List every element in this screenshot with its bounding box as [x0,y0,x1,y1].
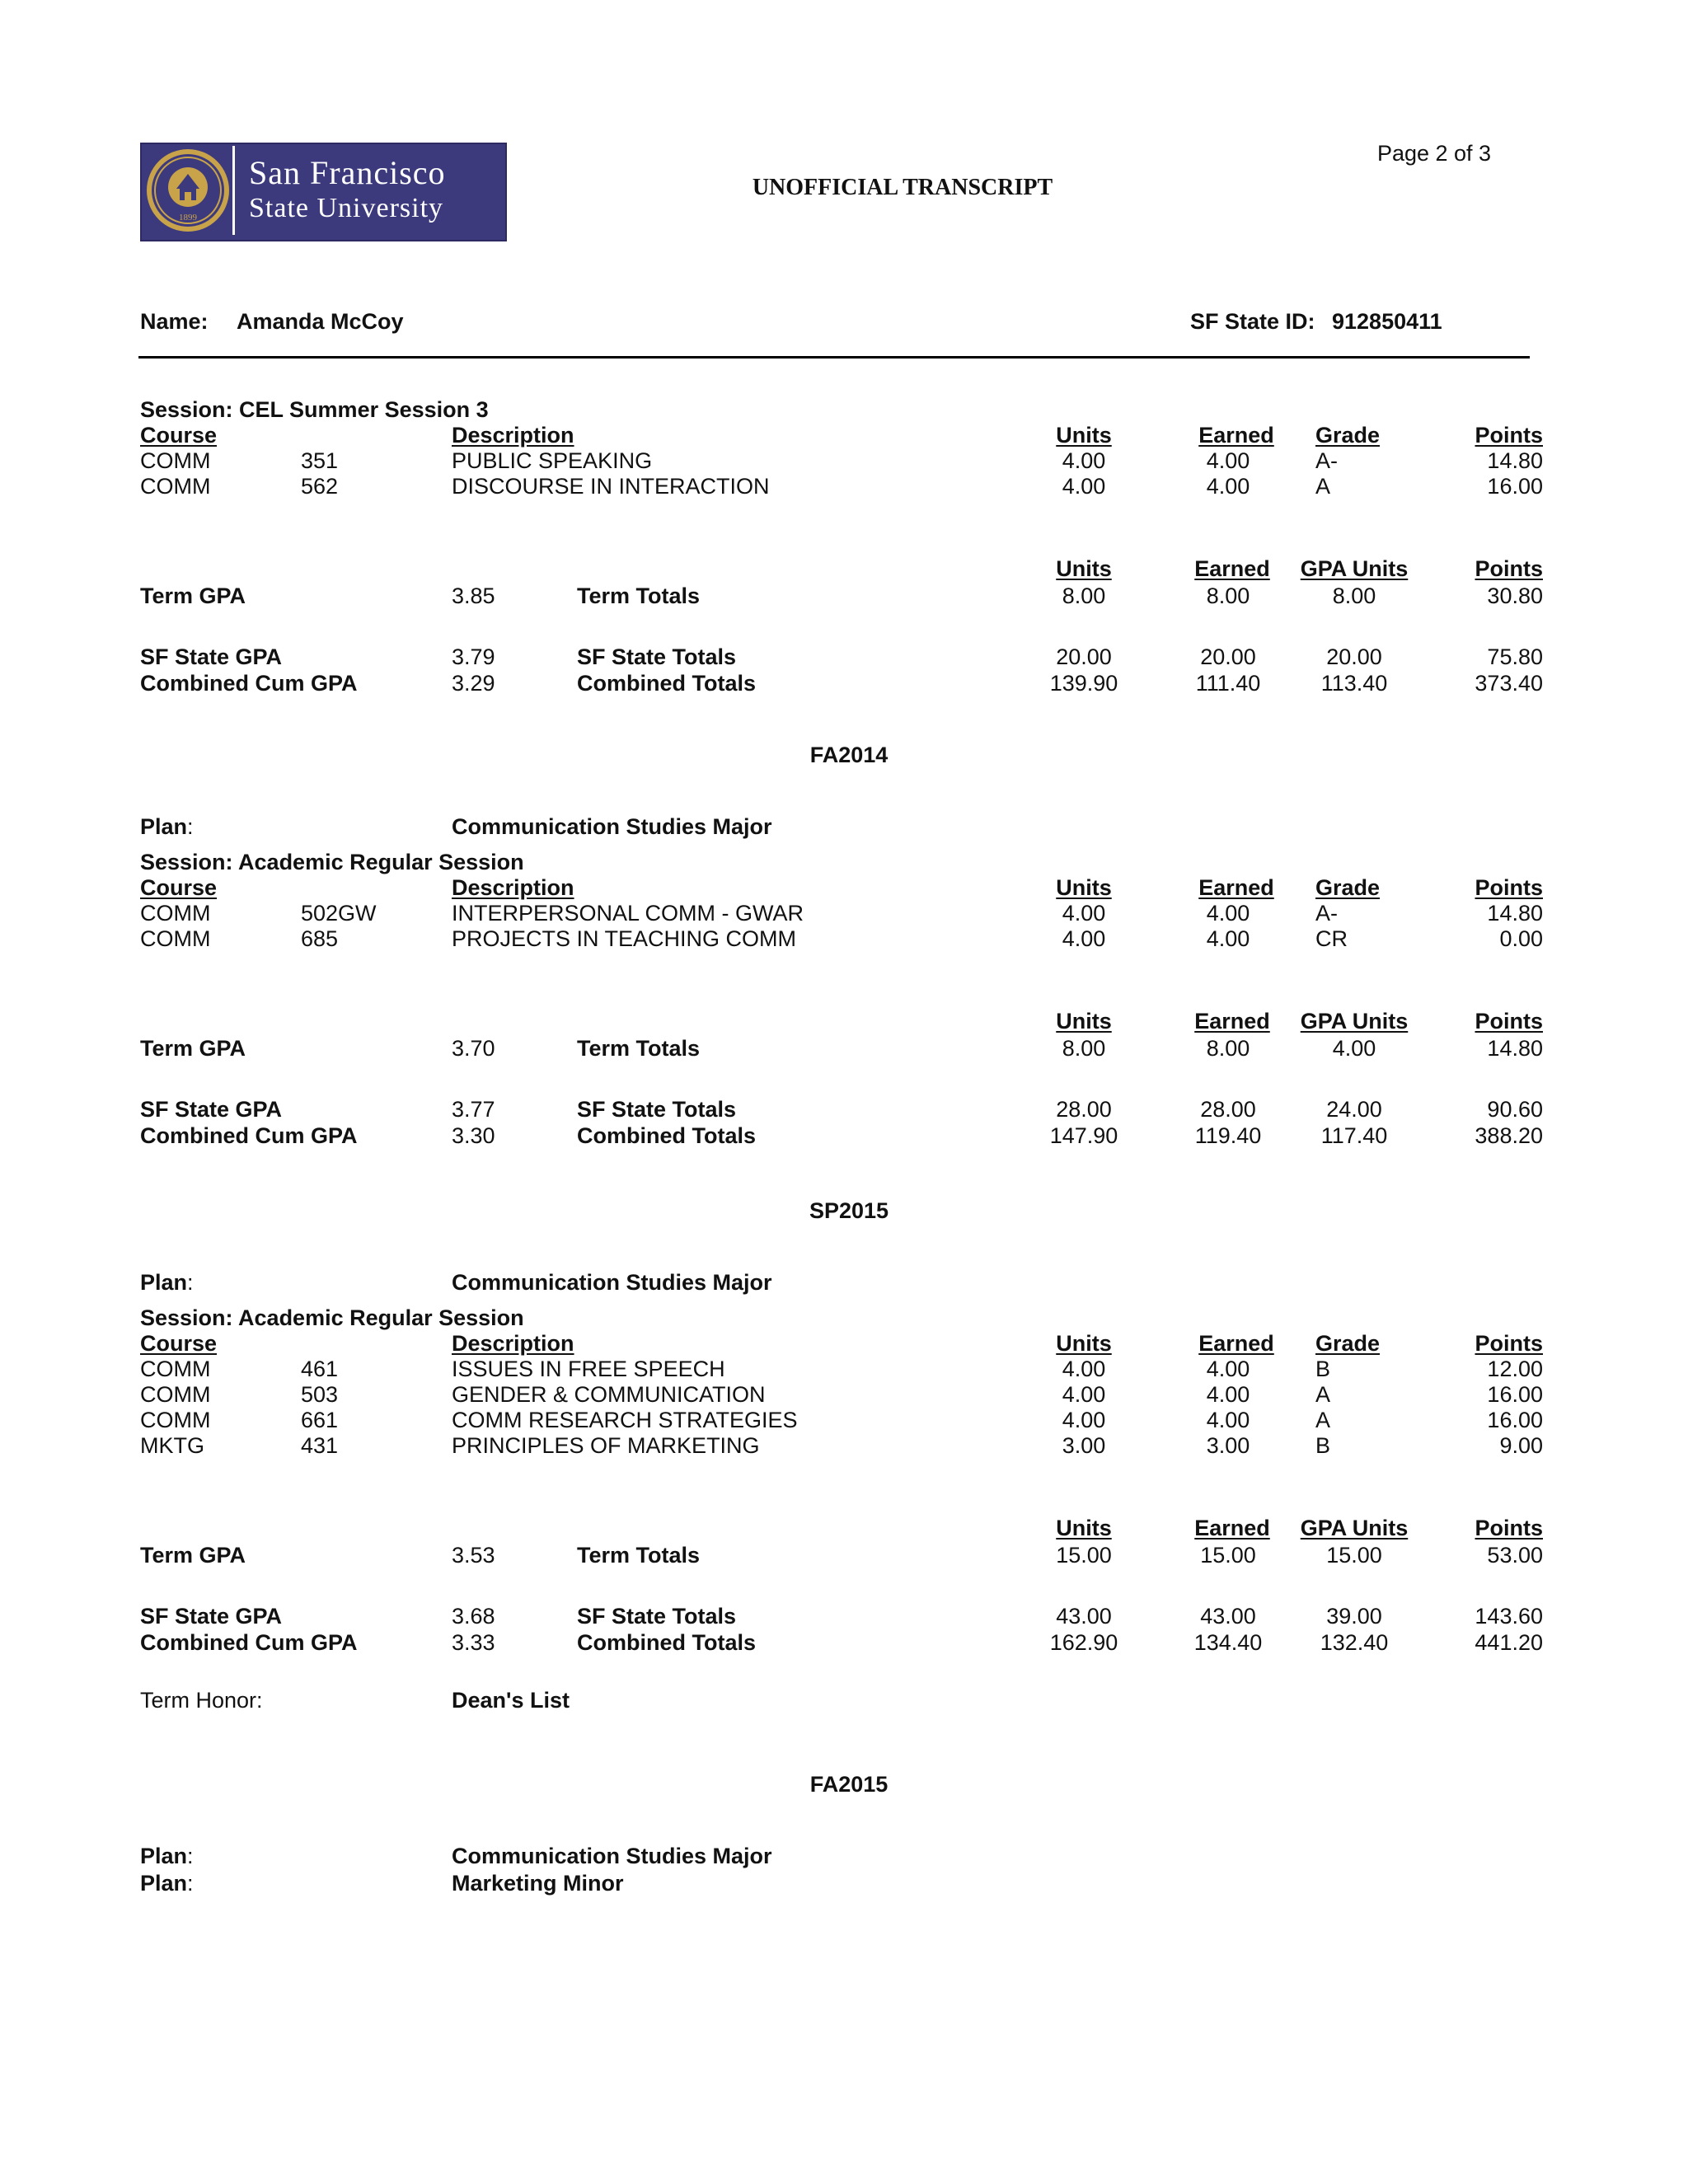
grade-header: Grade [1315,423,1381,448]
term-earned: 15.00 [1200,1543,1256,1568]
course-description: INTERPERSONAL COMM - GWAR [452,901,804,926]
term-points: 30.80 [1487,583,1543,608]
course-description: PRINCIPLES OF MARKETING [452,1433,760,1458]
combined-points: 441.20 [1475,1630,1543,1655]
course-earned: 4.00 [1206,1382,1250,1407]
course-description: GENDER & COMMUNICATION [452,1382,766,1407]
course-points: 14.80 [1487,448,1543,473]
term-gpa-units: 15.00 [1326,1543,1382,1568]
course-grade: B [1315,1357,1331,1381]
plan-label-colon: : [187,814,194,839]
course-description: PROJECTS IN TEACHING COMM [452,926,797,951]
course-units: 4.00 [1062,1357,1106,1381]
term-totals-label: Term Totals [577,1036,701,1061]
course-points: 9.00 [1499,1433,1543,1458]
plan-label: Plan: [140,1871,194,1896]
student-name: Amanda McCoy [237,309,404,334]
totals-points-header: Points [1475,1516,1543,1540]
course-number: 502GW [301,901,377,926]
totals-points-header: Points [1475,556,1543,581]
combined-cum-gpa-value: 3.33 [452,1630,495,1655]
sf-state-units: 43.00 [1056,1604,1112,1629]
totals-earned-header: Earned [1194,1009,1270,1033]
course-dept: COMM [140,926,211,951]
points-header: Points [1475,423,1543,448]
term-gpa-value: 3.85 [452,583,495,608]
sf-state-gpa-units: 24.00 [1326,1097,1382,1122]
totals-gpa-units-header: GPA Units [1300,556,1409,581]
term-totals-label: Term Totals [577,583,701,608]
course-earned: 4.00 [1206,474,1250,499]
course-grade: A [1315,474,1331,499]
sf-state-earned: 28.00 [1200,1097,1256,1122]
combined-earned: 111.40 [1195,671,1261,696]
course-header: Course [140,423,218,448]
session-title: Session: CEL Summer Session 3 [140,397,489,422]
course-number: 503 [301,1382,339,1407]
course-grade: CR [1315,926,1348,951]
combined-totals-label: Combined Totals [577,1630,757,1655]
sf-state-gpa-units: 20.00 [1326,644,1382,669]
sf-state-points: 90.60 [1487,1097,1543,1122]
sf-state-earned: 20.00 [1200,644,1256,669]
totals-gpa-units-header: GPA Units [1300,1516,1409,1540]
plan-label-colon: : [187,1270,194,1295]
totals-gpa-units-header: GPA Units [1300,1009,1409,1033]
combined-points: 388.20 [1475,1123,1543,1148]
course-description: DISCOURSE IN INTERACTION [452,474,770,499]
totals-earned-header: Earned [1194,1516,1270,1540]
course-earned: 4.00 [1206,1357,1250,1381]
page-number: Page 2 of 3 [1376,141,1492,166]
university-logo [140,143,507,241]
grade-header: Grade [1315,1331,1381,1356]
university-seal [143,146,235,235]
course-dept: COMM [140,901,211,926]
course-grade: A- [1315,448,1338,473]
course-points: 12.00 [1487,1357,1543,1381]
sf-state-units: 20.00 [1056,644,1112,669]
sf-state-units: 28.00 [1056,1097,1112,1122]
course-header: Course [140,875,218,900]
logo-line-1: San Francisco [249,154,446,191]
course-dept: COMM [140,448,211,473]
sf-state-totals-label: SF State Totals [577,1604,737,1629]
course-earned: 3.00 [1206,1433,1250,1458]
plan-value: Communication Studies Major [452,1844,772,1868]
combined-cum-gpa-label: Combined Cum GPA [140,1123,358,1148]
earned-header: Earned [1198,423,1274,448]
totals-points-header: Points [1475,1009,1543,1033]
course-dept: COMM [140,474,211,499]
combined-cum-gpa-label: Combined Cum GPA [140,671,358,696]
combined-units: 139.90 [1049,671,1118,696]
units-header: Units [1056,423,1112,448]
description-header: Description [452,1331,574,1356]
course-dept: MKTG [140,1433,204,1458]
points-header: Points [1475,875,1543,900]
term-points: 14.80 [1487,1036,1543,1061]
earned-header: Earned [1198,875,1274,900]
course-dept: COMM [140,1357,211,1381]
course-units: 4.00 [1062,1408,1106,1432]
units-header: Units [1056,1331,1112,1356]
sf-state-gpa-value: 3.77 [452,1097,495,1122]
name-label: Name: [140,309,209,334]
units-header: Units [1056,875,1112,900]
course-earned: 4.00 [1206,901,1250,926]
plan-value: Communication Studies Major [452,1270,772,1295]
course-points: 14.80 [1487,901,1543,926]
course-number: 562 [301,474,339,499]
combined-cum-gpa-value: 3.30 [452,1123,495,1148]
plan-label: Plan: [140,1844,194,1868]
course-description: PUBLIC SPEAKING [452,448,653,473]
combined-earned: 119.40 [1194,1123,1262,1148]
course-number: 431 [301,1433,339,1458]
term-earned: 8.00 [1206,1036,1250,1061]
sf-state-gpa-value: 3.68 [452,1604,495,1629]
plan-label-colon: : [187,1844,194,1868]
term-honor-value: Dean's List [452,1688,570,1713]
course-grade: A [1315,1408,1331,1432]
course-units: 4.00 [1062,474,1106,499]
points-header: Points [1475,1331,1543,1356]
course-number: 685 [301,926,339,951]
course-earned: 4.00 [1206,1408,1250,1432]
sf-state-points: 75.80 [1487,644,1543,669]
course-units: 4.00 [1062,901,1106,926]
term-heading: FA2015 [809,1772,889,1797]
course-points: 16.00 [1487,1408,1543,1432]
term-totals-label: Term Totals [577,1543,701,1568]
course-points: 16.00 [1487,474,1543,499]
combined-units: 162.90 [1049,1630,1118,1655]
course-description: ISSUES IN FREE SPEECH [452,1357,725,1381]
combined-earned: 134.40 [1193,1630,1263,1655]
course-earned: 4.00 [1206,448,1250,473]
term-gpa-label: Term GPA [140,1543,246,1568]
term-heading: FA2014 [809,743,889,767]
course-header: Course [140,1331,218,1356]
combined-units: 147.90 [1049,1123,1118,1148]
plan-label-colon: : [187,1871,194,1896]
plan-value: Marketing Minor [452,1871,624,1896]
plan-value: Communication Studies Major [452,814,772,839]
course-number: 461 [301,1357,339,1381]
course-dept: COMM [140,1382,211,1407]
course-units: 3.00 [1062,1433,1106,1458]
sf-state-gpa-label: SF State GPA [140,1097,283,1122]
course-points: 16.00 [1487,1382,1543,1407]
seal-icon [143,146,232,235]
header-divider [138,356,1530,359]
session-title: Session: Academic Regular Session [140,1305,524,1330]
term-gpa-value: 3.70 [452,1036,495,1061]
session-title: Session: Academic Regular Session [140,850,524,874]
totals-earned-header: Earned [1194,556,1270,581]
term-gpa-label: Term GPA [140,583,246,608]
term-earned: 8.00 [1206,583,1250,608]
course-dept: COMM [140,1408,211,1432]
description-header: Description [452,423,574,448]
course-earned: 4.00 [1206,926,1250,951]
earned-header: Earned [1198,1331,1274,1356]
course-units: 4.00 [1062,1382,1106,1407]
sf-state-gpa-label: SF State GPA [140,1604,283,1629]
course-units: 4.00 [1062,926,1106,951]
logo-line-2: State University [249,193,444,223]
term-units: 8.00 [1062,583,1106,608]
sf-state-totals-label: SF State Totals [577,644,737,669]
sf-state-totals-label: SF State Totals [577,1097,737,1122]
plan-label: Plan: [140,1270,194,1295]
combined-gpa-units: 117.40 [1320,1123,1388,1148]
term-gpa-units: 8.00 [1332,583,1376,608]
term-gpa-units: 4.00 [1332,1036,1376,1061]
combined-totals-label: Combined Totals [577,671,757,696]
combined-totals-label: Combined Totals [577,1123,757,1148]
sf-state-gpa-units: 39.00 [1326,1604,1382,1629]
course-units: 4.00 [1062,448,1106,473]
student-id: 912850411 [1332,309,1442,334]
course-points: 0.00 [1499,926,1543,951]
combined-cum-gpa-value: 3.29 [452,671,495,696]
sf-state-gpa-value: 3.79 [452,644,495,669]
term-honor-label: Term Honor: [140,1688,263,1713]
course-grade: A- [1315,901,1338,926]
combined-gpa-units: 132.40 [1320,1630,1389,1655]
term-units: 8.00 [1062,1036,1106,1061]
sf-state-gpa-label: SF State GPA [140,644,283,669]
term-heading: SP2015 [809,1198,889,1223]
combined-gpa-units: 113.40 [1320,671,1388,696]
term-points: 53.00 [1487,1543,1543,1568]
sf-state-points: 143.60 [1475,1604,1543,1629]
totals-units-header: Units [1056,1009,1112,1033]
course-grade: A [1315,1382,1331,1407]
term-gpa-value: 3.53 [452,1543,495,1568]
combined-cum-gpa-label: Combined Cum GPA [140,1630,358,1655]
term-units: 15.00 [1056,1543,1112,1568]
course-grade: B [1315,1433,1331,1458]
sf-state-earned: 43.00 [1200,1604,1256,1629]
student-id-label: SF State ID: [1190,309,1315,334]
term-gpa-label: Term GPA [140,1036,246,1061]
description-header: Description [452,875,574,900]
course-number: 351 [301,448,339,473]
plan-label: Plan: [140,814,194,839]
course-description: COMM RESEARCH STRATEGIES [452,1408,798,1432]
combined-points: 373.40 [1475,671,1543,696]
document-title: UNOFFICIAL TRANSCRIPT [752,175,1053,200]
totals-units-header: Units [1056,1516,1112,1540]
grade-header: Grade [1315,875,1381,900]
totals-units-header: Units [1056,556,1112,581]
svg-text:1899: 1899 [179,213,197,223]
course-number: 661 [301,1408,339,1432]
